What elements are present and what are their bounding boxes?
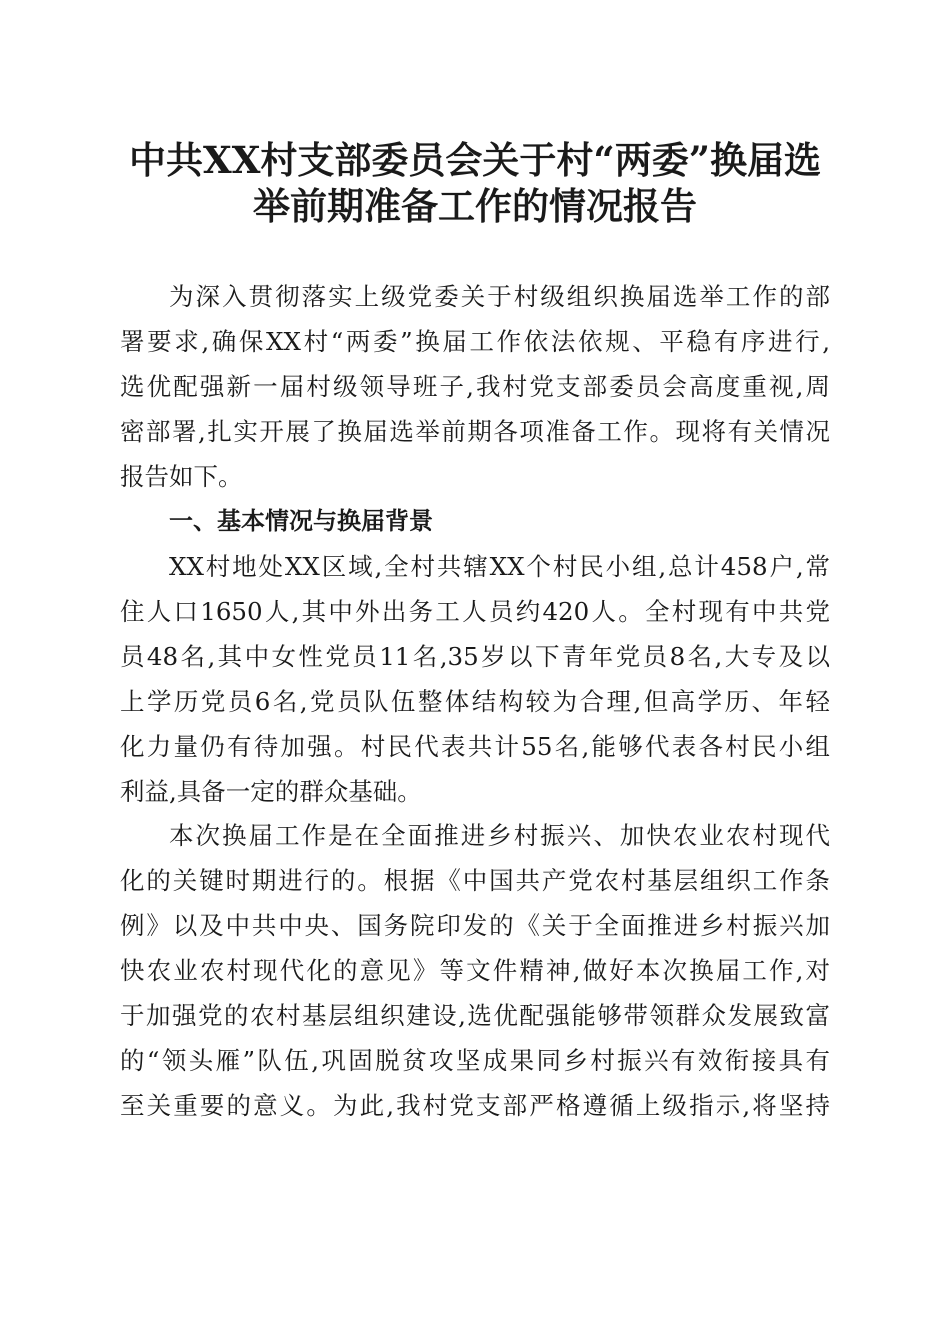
body-paragraph-line: 快农业农村现代化的意见》等文件精神,做好本次换届工作,对 bbox=[120, 956, 830, 985]
body-paragraph-line: 员48名,其中女性党员11名,35岁以下青年党员8名,大专及以 bbox=[120, 642, 830, 671]
intro-paragraph-line: 署要求,确保XX村“两委”换届工作依法依规、平稳有序进行, bbox=[120, 327, 830, 356]
document-title-line-1: 中共XX村支部委员会关于村“两委”换届选 bbox=[129, 138, 821, 182]
intro-paragraph-line: 报告如下。 bbox=[120, 462, 243, 491]
body-paragraph-line: 住人口1650人,其中外出务工人员约420人。全村现有中共党 bbox=[120, 597, 830, 626]
body-paragraph-line: 的“领头雁”队伍,巩固脱贫攻坚成果同乡村振兴有效衔接具有 bbox=[120, 1046, 830, 1075]
body-paragraph-line: 化的关键时期进行的。根据《中国共产党农村基层组织工作条 bbox=[120, 866, 830, 895]
intro-paragraph-line: 选优配强新一届村级领导班子,我村党支部委员会高度重视,周 bbox=[120, 372, 830, 401]
body-paragraph-line: 本次换届工作是在全面推进乡村振兴、加快农业农村现代 bbox=[169, 821, 830, 850]
body-paragraph-line: 利益,具备一定的群众基础。 bbox=[120, 777, 422, 806]
section-heading: 一、基本情况与换届背景 bbox=[169, 507, 433, 535]
body-paragraph-line: 例》以及中共中央、国务院印发的《关于全面推进乡村振兴加 bbox=[120, 911, 830, 940]
intro-paragraph-line: 为深入贯彻落实上级党委关于村级组织换届选举工作的部 bbox=[169, 282, 830, 311]
body-paragraph-line: 上学历党员6名,党员队伍整体结构较为合理,但高学历、年轻 bbox=[120, 687, 830, 716]
body-paragraph-line: 至关重要的意义。为此,我村党支部严格遵循上级指示,将坚持 bbox=[120, 1091, 830, 1120]
document-title-line-2: 举前期准备工作的情况报告 bbox=[253, 184, 697, 228]
intro-paragraph-line: 密部署,扎实开展了换届选举前期各项准备工作。现将有关情况 bbox=[120, 417, 830, 446]
body-paragraph-line: 化力量仍有待加强。村民代表共计55名,能够代表各村民小组 bbox=[120, 732, 830, 761]
body-paragraph-line: 于加强党的农村基层组织建设,选优配强能够带领群众发展致富 bbox=[120, 1001, 830, 1030]
body-paragraph-line: XX村地处XX区域,全村共辖XX个村民小组,总计458户,常 bbox=[169, 552, 830, 581]
